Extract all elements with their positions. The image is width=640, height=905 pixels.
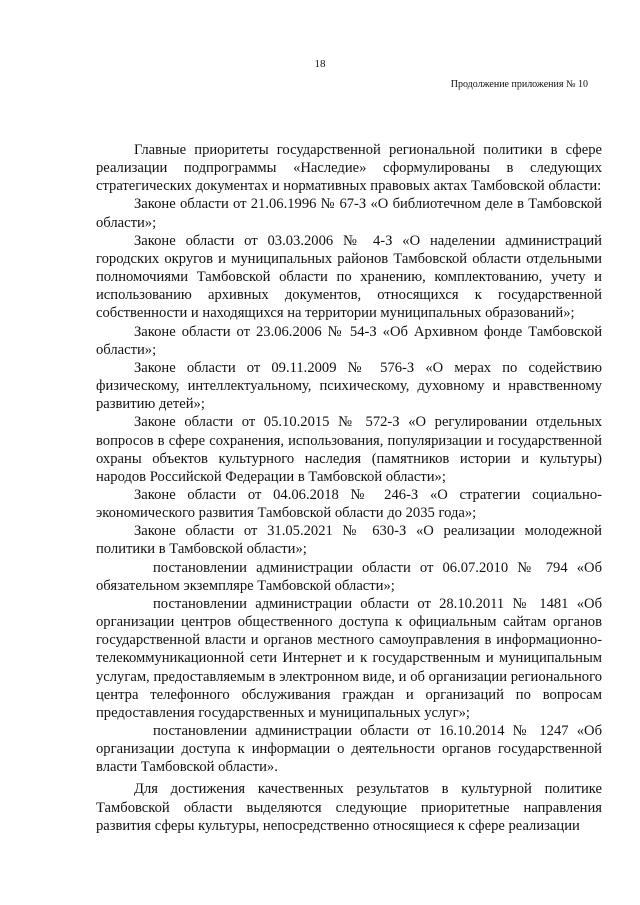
law-item: Законе области от 23.06.2006 № 54-З «Об Архивном фонде Тамбовской области»; — [96, 323, 602, 358]
law-item: Законе области от 09.11.2009 № 576-З «О мерах по содействию физическому, интеллектуальному, психическому, духовному и нравственному развитию детей»; — [96, 359, 602, 413]
law-item: Законе области от 05.10.2015 № 572-З «О регулировании отдельных вопросов в сфере сохранения, использования, популяризации и государственной охраны объектов культурного наследия (памятников истории и культуры) народов Российской Федерации в Тамбовской области»; — [96, 414, 602, 485]
decree-item: постановлении администрации области от 28.10.2011 № 1481 «Об организации центров общественного доступа к официальным сайтам органов государственной власти и органов местного самоуправления в информационно-телекоммуникационной сети Интернет и к государственным и муниципальным услугам, предоставляемым в электронном виде, и об организации регионального центра телефонного обслуживания граждан и организаций по вопросам предоставления государственных и муниципальных услуг»; — [96, 595, 602, 721]
intro-paragraph: Главные приоритеты государственной региональной политики в сфере реализации подпрограммы «Наследие» сформулированы в следующих стратегических документах и нормативных правовых актах Тамбовской области: — [96, 142, 602, 195]
document-body — [96, 141, 602, 835]
law-item: Законе области от 04.06.2018 № 246-З «О стратегии социально-экономического развития Тамбовской области до 2035 года»; — [96, 486, 602, 522]
decree-item: постановлении администрации области от 16.10.2014 № 1247 «Об организации доступа к информации о деятельности органов государственной власти Тамбовской области». — [96, 723, 602, 776]
law-item: Законе области от 31.05.2021 № 630-З «О реализации молодежной политики в Тамбовской области»; — [96, 523, 602, 558]
continuation-note: Продолжение приложения № 10 — [450, 79, 588, 90]
page-number: 18 — [314, 58, 326, 70]
closing-paragraph: Для достижения качественных результатов в культурной политике Тамбовской области выделяются следующие приоритетные направления развития сферы культуры, непосредственно относящиеся к сфере реализации — [96, 781, 602, 834]
law-item: Законе области от 21.06.1996 № 67-З «О библиотечном деле в Тамбовской области»; — [96, 196, 602, 231]
law-item: Законе области от 03.03.2006 № 4-З «О наделении администраций городских округов и муниципальных районов Тамбовской области отдельными полномочиями Тамбовской области по хранению, комплектованию, учету и использованию архивных документов, относящихся к государственной собственности и находящихся на территории муниципальных образований»; — [96, 232, 602, 322]
decree-item: постановлении администрации области от 06.07.2010 № 794 «Об обязательном экземпляре Тамбовской области»; — [96, 559, 602, 594]
